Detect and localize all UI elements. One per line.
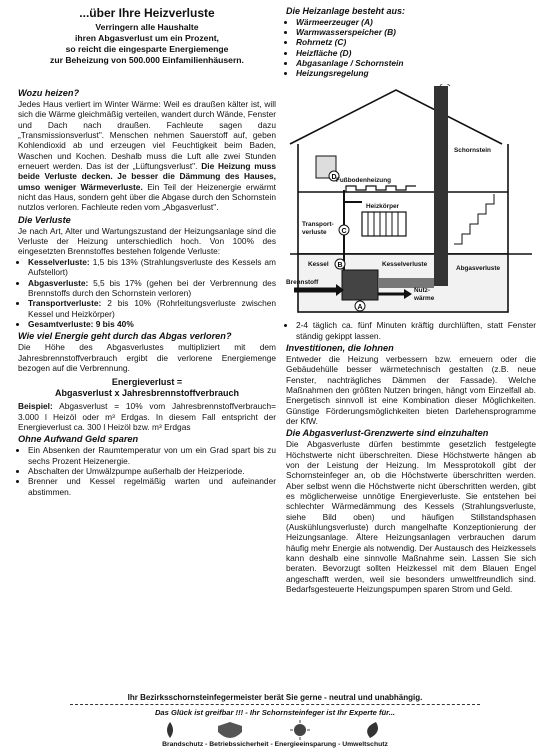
footer-divider <box>70 704 480 705</box>
footer-line-1: Ihr Bezirksschornsteinfegermeister berät Sie gerne - neutral und unabhängig. <box>127 693 423 702</box>
footer-icons <box>150 720 400 740</box>
list-item: • Heizfläche (D) <box>296 48 536 58</box>
example-text: Abgasverlust = 10% vom Jahresbrennstoffverbrauch= 3.000 l Heizöl oder m³ Erdgas. In diesem Fall entspricht der Energieverlust ca. 300 l Heizöl bzw. m³ Erdgas <box>18 401 276 432</box>
shield-icon <box>218 722 242 738</box>
heading-verluste: Die Verluste <box>18 214 71 225</box>
subtitle-line: ihren Abgasverlust um ein Prozent, <box>75 33 219 43</box>
label-use-2: wärme <box>414 295 435 303</box>
list-item: • Heizungsregelung <box>296 68 536 78</box>
list-item: • Abschalten der Umwälzpumpe außerhalb der Heizperiode. <box>28 466 276 476</box>
paragraph-beispiel <box>18 401 276 432</box>
loss-term: Abgasverluste: <box>28 277 89 288</box>
footer-line-2: Das Glück ist greifbar !!! - Ihr Schornsteinfeger ist Ihr Experte für... <box>154 708 396 717</box>
heading-geld-sparen: Ohne Aufwand Geld sparen <box>18 434 139 445</box>
loss-list <box>18 257 276 329</box>
components-list <box>286 17 536 78</box>
list-item: • Ein Absenken der Raumtemperatur von um ein Grad spart bis zu sechs Prozent Heizenergie. <box>28 445 276 466</box>
loss-text: 5,5 bis 17% (gehen bei der Verbrennung des Brennstoffs durch den Schornstein verloren) <box>28 277 276 298</box>
subtitle-line: zur Beheizung von 500.000 Einfamilienhäusern. <box>50 55 244 65</box>
label-chimney: Schornstein <box>454 147 491 155</box>
bold-wozu-heizen: Die Heizung muss beide Verluste decken. Je besser die Dämmung des Hauses, umso weniger Wärmeverluste. <box>18 161 276 192</box>
marker-b-label: B <box>337 262 343 270</box>
ventilate-list <box>286 320 536 341</box>
fire-icon <box>167 722 173 738</box>
example-label: Beispiel: <box>18 401 53 412</box>
paragraph-verluste: Je nach Art, Alter und Wartungszustand der Heizungsanlage sind die Verluste der Heizung unterschiedlich hoch. Von 100% des eingesetzten Brennstoffes bestehen folgende Verluste: <box>18 225 276 257</box>
chimney <box>434 86 448 286</box>
label-exhaust-loss: Abgasverluste <box>456 265 501 273</box>
marker-a-label: A <box>357 304 363 312</box>
loss-text: 2 bis 10% (Rohrleitungsverluste zwischen Kessel und Heizkörper) <box>28 298 276 319</box>
loss-term: Kesselverluste: <box>28 256 90 267</box>
heading-investitionen: Investitionen, die lohnen <box>286 342 394 353</box>
label-floor-heating: Fußbodenheizung <box>336 177 392 185</box>
heading-abgas: Wie viel Energie geht durch das Abgas verloren? <box>18 331 232 342</box>
boiler <box>342 270 378 300</box>
loss-text: 1,5 bis 13% (Strahlungsverluste des Kessels am Aufstellort) <box>28 256 276 278</box>
formula-line: Energieverlust = <box>111 377 183 388</box>
label-boiler: Kessel <box>308 261 329 269</box>
text-wozu-heizen: Jedes Haus verliert im Winter Wärme: Weil es draußen kälter ist, will sich die Wärme gleichmäßig verteilen, wandert durch Wände, Fenster und Dach nach draußen. Fachleute sagen dazu „Transmissionsverlust". Menschen nehmen Sauerstoff auf, geben Kohlendioxid ab und erzeugen viel Feuchtigkeit beim Baden, Waschen und Kochen. Deshalb muss die Luft alle zwei Stunden erneuert werden. Das ist der „Lüftungsverlust". <box>18 99 276 172</box>
house-heating-diagram <box>286 84 536 316</box>
list-item: • Warmwasserspeicher (B) <box>296 27 536 37</box>
paragraph-abgas: Die Höhe des Abgasverlustes multipliziert mit dem Jahresbrennstoffverbrauch ergibt die verlorene Energiemenge bezogen auf die Verbrennung. <box>18 342 276 373</box>
loss-term: Gesamtverluste: 9 bis 40% <box>28 318 134 329</box>
list-item: • 2-4 täglich ca. fünf Minuten kräftig durchlüften, statt Fenster ständig gekippt lassen. <box>296 320 536 341</box>
list-item: • Brenner und Kessel regelmäßig warten und aufeinander abstimmen. <box>28 476 276 497</box>
label-use-1: Nutz- <box>414 287 430 295</box>
list-item: • Wärmeerzeuger (A) <box>296 17 536 27</box>
footer-line-3: Brandschutz - Betriebssicherheit - Energieeinsparung - Umweltschutz <box>162 741 388 748</box>
subtitle-line: Verringern alle Haushalte <box>95 22 199 32</box>
right-column <box>286 6 536 594</box>
formula <box>18 377 276 399</box>
heading-wozu-heizen: Wozu heizen? <box>18 88 80 98</box>
left-column <box>18 6 276 497</box>
label-transport-2: verluste <box>302 229 327 237</box>
stairs-icon <box>454 194 494 244</box>
list-item <box>28 278 276 299</box>
page-subtitle <box>18 22 276 66</box>
label-radiator: Heizkörper <box>366 203 400 211</box>
paragraph-grenzwerte: Die Abgasverluste dürfen bestimmte gesetzlich festgelegte Höchstwerte nicht überschreiten. Diese Höchstwerte hängen ab von der Leistung der Heizung. Im Messprotokoll gibt der Schornsteinfeger an, ob die Höchstwerte überschritten werden. Aber selbst wenn die Höchstwerte nicht überschritten werden, gibt es möglicherweise unnötige Energieverluste. Sie entstehen bei schlechter Wärmedämmung des Kessels (Strahlungsverluste, siehe Bild oben) und häufigen Stillstandsphasen (Auskühlungsverluste) durch mangelhafte Konzeptionierung der Heizungsanlage. Ältere Heizungsanlagen verbrauchen darum häufig mehr Energie als notwendig. Der Austausch des Heizkessels kann deshalb eine sinnvolle Maßnahme sein. Lassen Sie sich beraten. Bevorzugt sollten Heizkessel mit dem Blauen Engel angeschafft werden, weil sie besonders umweltfreundlich sind. Bedarfsgesteuerte Heizungspumpen sparen Strom und Geld. <box>286 439 536 595</box>
leaf-icon <box>367 722 378 738</box>
radiator-icon <box>362 212 406 236</box>
label-transport-1: Transport- <box>302 221 334 229</box>
paragraph-wozu-heizen <box>18 99 276 213</box>
label-boiler-loss: Kesselverluste <box>382 261 428 269</box>
saving-list <box>18 445 276 497</box>
list-item <box>28 257 276 278</box>
floor-heating-icon <box>346 186 416 192</box>
list-item: • Abgasanlage / Schornstein <box>296 58 536 68</box>
list-item <box>28 319 276 329</box>
subtitle-line: so reicht die eingesparte Energiemenge <box>65 44 229 54</box>
heading-grenzwerte: Die Abgasverlust-Grenzwerte sind einzuhalten <box>286 428 489 439</box>
marker-d-label: D <box>331 174 337 182</box>
page-title: ...über Ihre Heizverluste <box>79 6 215 20</box>
text-wozu-heizen-tail: Ein Teil der Heizenergie erwärmt nicht das Haus, sondern geht über die Abgase durch den Schornstein nutzlos verloren. Fachleute reden vom „Abgasverlust". <box>18 181 276 213</box>
marker-c-label: C <box>341 228 347 236</box>
formula-line: Abgasverlust x Jahresbrennstoffverbrauch <box>54 388 240 399</box>
list-item: • Rohrnetz (C) <box>296 37 536 47</box>
components-heading: Die Heizanlage besteht aus: <box>286 6 406 16</box>
sun-icon <box>290 720 310 740</box>
list-item <box>28 298 276 319</box>
loss-term: Transportverluste: <box>28 298 102 309</box>
label-fuel: Brennstoff <box>286 279 319 287</box>
paragraph-investitionen: Entweder die Heizung verbessern bzw. erneuern oder die Gebäudehülle besser wärmetechnisch gestalten (z.B. neue Fenster, nachträgliches Dämmen der Fassade). Welche Maßnahmen den größten Nutzen bringen, hängt vom Einzelfall ab. Energetisch sinnvoll ist eine Kombination dieser Möglichkeiten. Günstige Förderungsmöglichkeiten bieten Darlehensprogramme der KfW. <box>286 353 536 426</box>
